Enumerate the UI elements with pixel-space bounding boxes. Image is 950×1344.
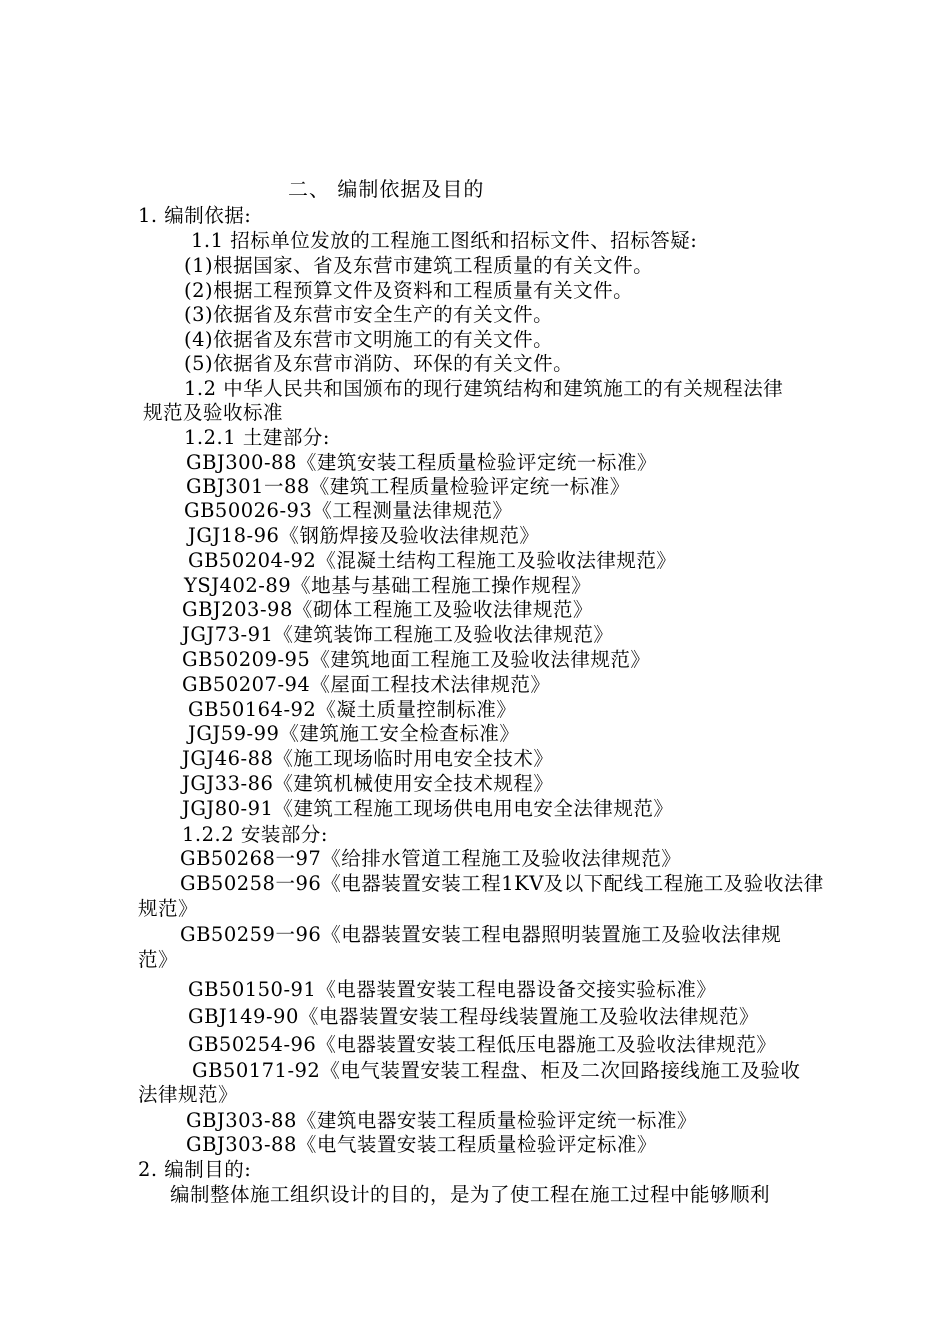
standard-item: GB50171-92《电气装置安装工程盘、柜及二次回路接线施工及验收 <box>192 1059 801 1082</box>
list-item: (2)根据工程预算文件及资料和工程质量有关文件。 <box>184 279 634 302</box>
subheading-1-1: 1.1 招标单位发放的工程施工图纸和招标文件、招标答疑: <box>191 229 698 252</box>
standard-item: GB50207-94《屋面工程技术法律规范》 <box>182 673 551 696</box>
standard-item: GBJ301一88《建筑工程质量检验评定统一标准》 <box>186 475 630 498</box>
standard-item: JGJ73-91《建筑装饰工程施工及验收法律规范》 <box>182 623 614 646</box>
subheading-1-2-continued: 规范及验收标准 <box>143 401 284 424</box>
list-item: (3)依据省及东营市安全生产的有关文件。 <box>184 303 554 326</box>
heading-purpose: 2. 编制目的: <box>138 1158 252 1181</box>
standard-item: JGJ33-86《建筑机械使用安全技术规程》 <box>182 772 554 795</box>
standard-item: GB50259一96《电器装置安装工程电器照明装置施工及验收法律规 <box>180 923 782 946</box>
standard-item: GBJ203-98《砌体工程施工及验收法律规范》 <box>182 598 593 621</box>
standard-item: JGJ80-91《建筑工程施工现场供电用电安全法律规范》 <box>182 797 674 820</box>
subheading-1-2-2: 1.2.2 安装部分: <box>182 823 328 846</box>
standard-item: GB50164-92《凝土质量控制标准》 <box>188 698 517 721</box>
subheading-1-2-1: 1.2.1 土建部分: <box>184 426 330 449</box>
subheading-1-2: 1.2 中华人民共和国颁布的现行建筑结构和建筑施工的有关规程法律 <box>184 377 784 400</box>
standard-item: GB50254-96《电器装置安装工程低压电器施工及验收法律规范》 <box>188 1033 777 1056</box>
standard-item: JGJ18-96《钢筋焊接及验收法律规范》 <box>188 524 540 547</box>
standard-item: JGJ59-99《建筑施工安全检查标准》 <box>188 722 520 745</box>
standard-item: GB50026-93《工程测量法律规范》 <box>184 499 513 522</box>
list-item: (5)依据省及东营市消防、环保的有关文件。 <box>184 352 574 375</box>
standard-item-continued: 范》 <box>138 948 179 971</box>
standard-item: GB50209-95《建筑地面工程施工及验收法律规范》 <box>182 648 651 671</box>
heading-basis: 1. 编制依据: <box>138 204 252 227</box>
standard-item: GB50204-92《混凝土结构工程施工及验收法律规范》 <box>188 549 677 572</box>
standard-item: GBJ149-90《电器装置安装工程母线装置施工及验收法律规范》 <box>188 1005 759 1028</box>
standard-item-continued: 规范》 <box>138 897 199 920</box>
list-item: (4)依据省及东营市文明施工的有关文件。 <box>184 328 554 351</box>
list-item: (1)根据国家、省及东营市建筑工程质量的有关文件。 <box>184 254 654 277</box>
standard-item: GB50268一97《给排水管道工程施工及验收法律规范》 <box>180 847 682 870</box>
paragraph-purpose: 编制整体施工组织设计的目的，是为了使工程在施工过程中能够顺利 <box>170 1183 771 1206</box>
standard-item: GB50258一96《电器装置安装工程1KV及以下配线工程施工及验收法律 <box>180 872 824 895</box>
standard-item: GBJ303-88《建筑电器安装工程质量检验评定统一标准》 <box>186 1109 697 1132</box>
standard-item: GBJ300-88《建筑安装工程质量检验评定统一标准》 <box>186 451 657 474</box>
standard-item: YSJ402-89《地基与基础工程施工操作规程》 <box>184 574 592 597</box>
standard-item: GB50150-91《电器装置安装工程电器设备交接实验标准》 <box>188 978 717 1001</box>
section-title: 二、 编制依据及目的 <box>288 177 485 201</box>
standard-item: GBJ303-88《电气装置安装工程质量检验评定标准》 <box>186 1133 657 1156</box>
standard-item-continued: 法律规范》 <box>138 1083 239 1106</box>
standard-item: JGJ46-88《施工现场临时用电安全技术》 <box>182 747 554 770</box>
